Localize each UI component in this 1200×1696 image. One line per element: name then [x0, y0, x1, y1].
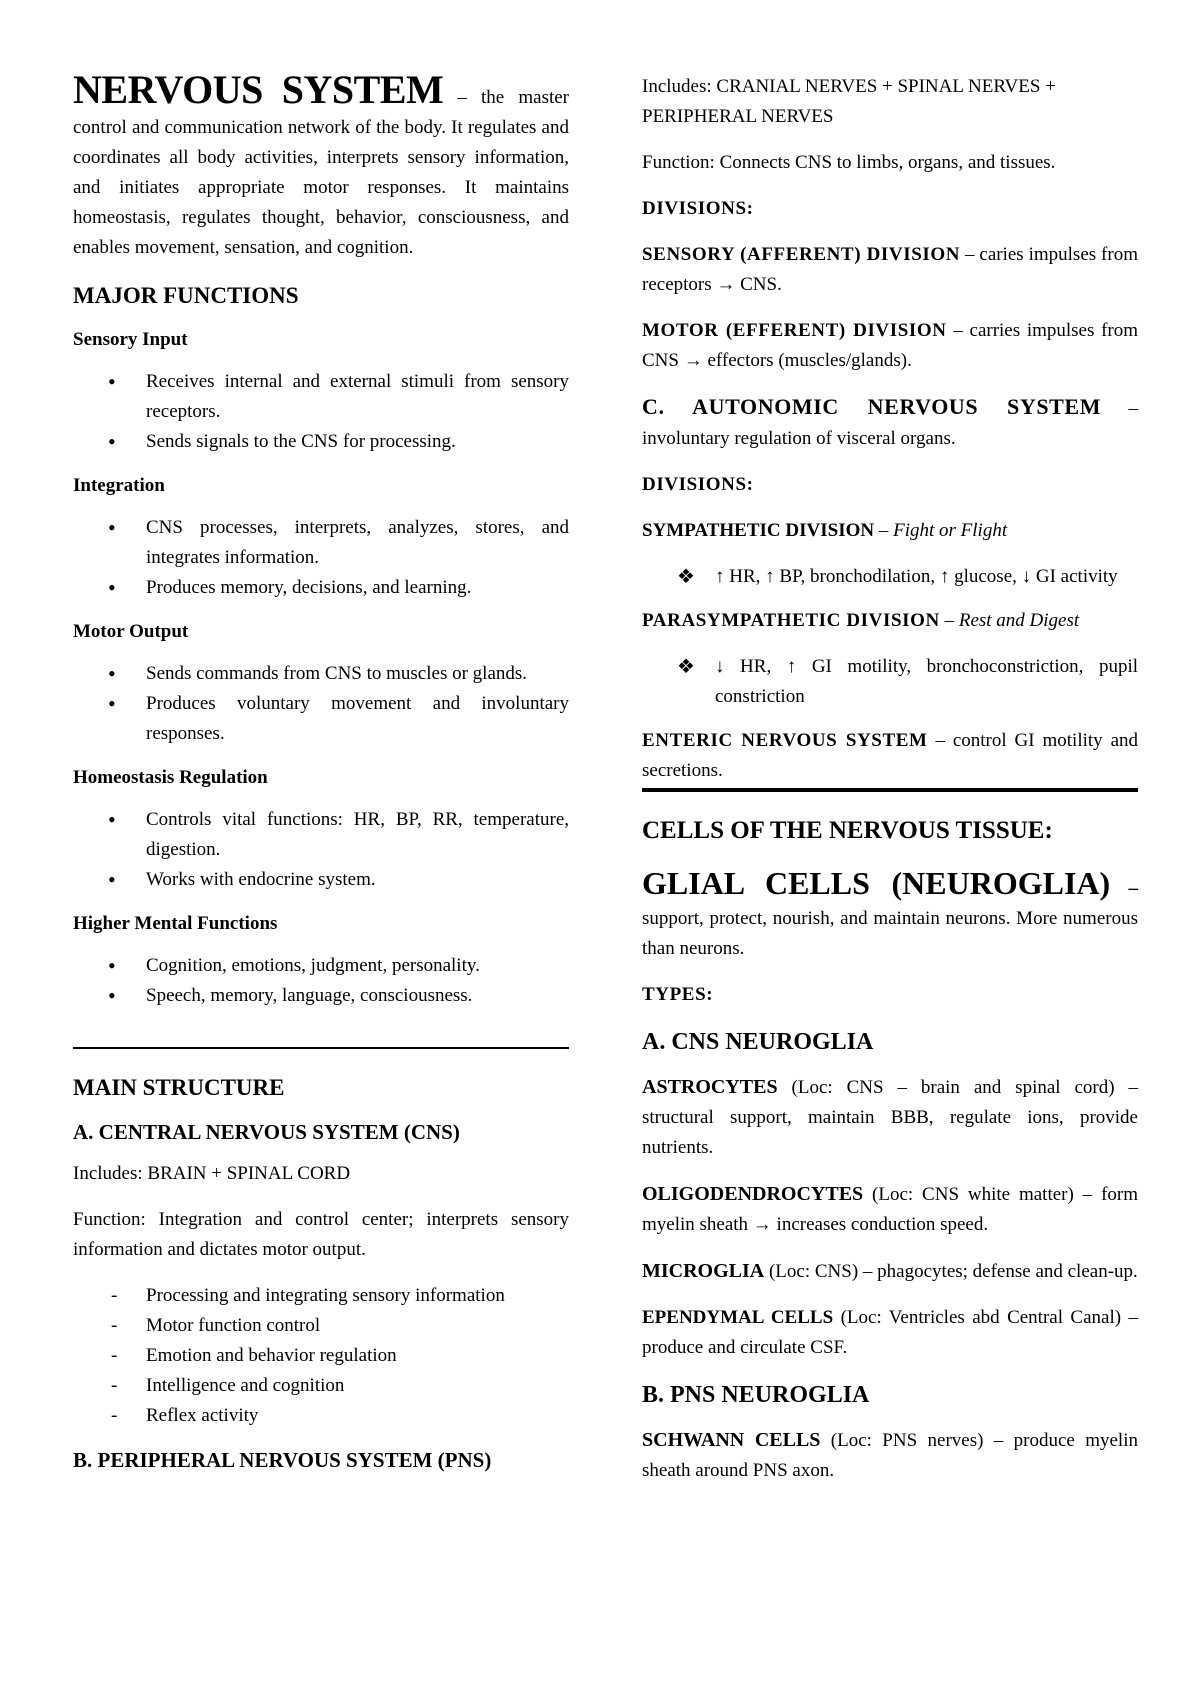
list-item: • Receives internal and external stimuli from sensory receptors.	[73, 367, 569, 427]
homeostasis-heading: Homeostasis Regulation	[73, 767, 268, 788]
microglia	[642, 1256, 1138, 1287]
enteric-system	[642, 726, 1138, 786]
integration-list	[73, 513, 569, 603]
pns-neuroglia-heading: B. PNS NEUROGLIA	[642, 1382, 870, 1408]
sensory-division-text: – caries impulses from receptors → CNS.	[642, 244, 1138, 295]
autonomic-system	[642, 392, 1138, 454]
cns-neuroglia-heading: A. CNS NEUROGLIA	[642, 1029, 874, 1055]
right-column	[642, 72, 1138, 1486]
list-item: - Processing and integrating sensory information	[73, 1281, 569, 1311]
sympathetic-division	[642, 516, 1138, 546]
left-column	[73, 67, 570, 1487]
list-item: • Controls vital functions: HR, BP, RR, temperature, digestion.	[73, 805, 569, 865]
sensory-division-label: SENSORY (AFFERENT) DIVISION	[642, 244, 961, 265]
list-item: - Reflex activity	[73, 1401, 569, 1431]
pns-includes: Includes: CRANIAL NERVES + SPINAL NERVES + PERIPHERAL NERVES	[642, 76, 1056, 127]
list-item-text: ↓ HR, ↑ GI motility, bronchoconstriction, pupil constriction	[715, 656, 1138, 707]
enteric-label: ENTERIC NERVOUS SYSTEM	[642, 730, 928, 751]
ependymal-text: (Loc: Ventricles abd Central Canal) – produce and circulate CSF.	[642, 1307, 1139, 1358]
rest-and-digest: Rest and Digest	[958, 610, 1080, 631]
motor-division-text: – carries impulses from CNS → effectors (muscles/glands).	[642, 320, 1139, 371]
page-title: NERVOUS SYSTEM	[73, 67, 444, 112]
list-item: • Works with endocrine system.	[73, 865, 569, 895]
parasympathetic-division	[642, 606, 1138, 636]
dash-text: –	[874, 520, 894, 541]
sensory-division	[642, 240, 1138, 300]
parasympathetic-label: PARASYMPATHETIC DIVISION	[642, 610, 940, 631]
sympathetic-label: SYMPATHETIC DIVISION	[642, 520, 875, 541]
schwann-label: SCHWANN CELLS	[642, 1429, 821, 1451]
cns-list	[73, 1281, 569, 1431]
motor-division-label: MOTOR (EFFERENT) DIVISION	[642, 320, 947, 341]
diamond-bullet-icon: ❖	[677, 656, 695, 678]
schwann-text: (Loc: PNS nerves) – produce myelin sheath around PNS axon.	[642, 1430, 1138, 1481]
major-functions-heading: MAJOR FUNCTIONS	[73, 283, 299, 308]
oligodendrocytes-text: (Loc: CNS white matter) – form myelin sheath → increases conduction speed.	[642, 1184, 1138, 1235]
homeostasis-list	[73, 805, 569, 895]
schwann-cells	[642, 1425, 1138, 1486]
glial-heading: GLIAL CELLS (NEUROGLIA)	[642, 865, 1111, 901]
cns-function: Function: Integration and control center; interprets sensory information and dictates motor output.	[73, 1209, 569, 1260]
section-divider	[73, 1047, 569, 1049]
intro-text: – the master control and communication network of the body. It regulates and coordinates all body activities, interprets sensory information, and initiates appropriate motor responses. It maintains homeostasis, regulates thought, behavior, consciousness, and enables movement, sensation, and cognition.	[73, 87, 570, 258]
pns-heading: B. PERIPHERAL NERVOUS SYSTEM (PNS)	[73, 1448, 492, 1472]
autonomic-label: C. AUTONOMIC NERVOUS SYSTEM	[642, 394, 1102, 419]
types-label: TYPES:	[642, 984, 714, 1005]
list-item-text: ↑ HR, ↑ BP, bronchodilation, ↑ glucose, ↓ GI activity	[715, 566, 1118, 587]
motor-division	[642, 316, 1138, 376]
glial-text: support, protect, nourish, and maintain neurons. More numerous than neurons.	[642, 908, 1138, 959]
motor-output-list	[73, 659, 569, 749]
sensory-input-list	[73, 367, 569, 457]
autonomic-text: – involuntary regulation of visceral organs.	[642, 398, 1138, 449]
astrocytes	[642, 1072, 1138, 1163]
enteric-text: – control GI motility and secretions.	[642, 730, 1138, 781]
oligodendrocytes	[642, 1179, 1138, 1240]
divisions-label-2: DIVISIONS:	[642, 474, 754, 495]
glial-cells	[642, 864, 1138, 964]
astrocytes-text: (Loc: CNS – brain and spinal cord) – structural support, maintain BBB, regulate ions, provide nutrients.	[642, 1077, 1138, 1158]
integration-heading: Integration	[73, 475, 165, 496]
list-item	[642, 652, 1138, 712]
motor-output-heading: Motor Output	[73, 621, 189, 642]
cells-heading: CELLS OF THE NERVOUS TISSUE:	[642, 817, 1053, 844]
pns-function: Function: Connects CNS to limbs, organs, and tissues.	[642, 152, 1056, 173]
dash-text: –	[939, 610, 959, 631]
list-item: • Sends signals to the CNS for processing.	[73, 427, 569, 457]
oligodendrocytes-label: OLIGODENDROCYTES	[642, 1183, 864, 1205]
microglia-text: (Loc: CNS) – phagocytes; defense and clean-up.	[764, 1261, 1138, 1282]
cns-includes: Includes: BRAIN + SPINAL CORD	[73, 1163, 351, 1184]
list-item: - Motor function control	[73, 1311, 569, 1341]
sympathetic-list	[642, 562, 1138, 592]
list-item	[642, 562, 1138, 592]
main-structure-heading: MAIN STRUCTURE	[73, 1075, 285, 1100]
fight-or-flight: Fight or Flight	[893, 520, 1008, 541]
list-item: • Produces voluntary movement and involuntary responses.	[73, 689, 569, 749]
list-item: • Speech, memory, language, consciousness.	[73, 981, 569, 1011]
astrocytes-label: ASTROCYTES	[642, 1076, 778, 1098]
dash-text: –	[1110, 878, 1139, 899]
list-item: • Cognition, emotions, judgment, personality.	[73, 951, 569, 981]
divisions-label: DIVISIONS:	[642, 198, 754, 219]
list-item: • Produces memory, decisions, and learning.	[73, 573, 569, 603]
list-item: • Sends commands from CNS to muscles or glands.	[73, 659, 569, 689]
microglia-label: MICROGLIA	[642, 1260, 765, 1282]
list-item: - Emotion and behavior regulation	[73, 1341, 569, 1371]
intro-paragraph	[73, 67, 570, 263]
higher-mental-list	[73, 951, 569, 1011]
list-item: - Intelligence and cognition	[73, 1371, 569, 1401]
diamond-bullet-icon: ❖	[677, 566, 695, 588]
parasympathetic-list	[642, 652, 1138, 712]
ependymal-cells	[642, 1303, 1138, 1363]
higher-mental-heading: Higher Mental Functions	[73, 913, 278, 934]
list-item: • CNS processes, interprets, analyzes, stores, and integrates information.	[73, 513, 569, 573]
section-divider-thick	[642, 788, 1138, 792]
sensory-input-heading: Sensory Input	[73, 329, 188, 350]
cns-heading: A. CENTRAL NERVOUS SYSTEM (CNS)	[73, 1120, 460, 1144]
ependymal-label: EPENDYMAL CELLS	[642, 1307, 834, 1328]
